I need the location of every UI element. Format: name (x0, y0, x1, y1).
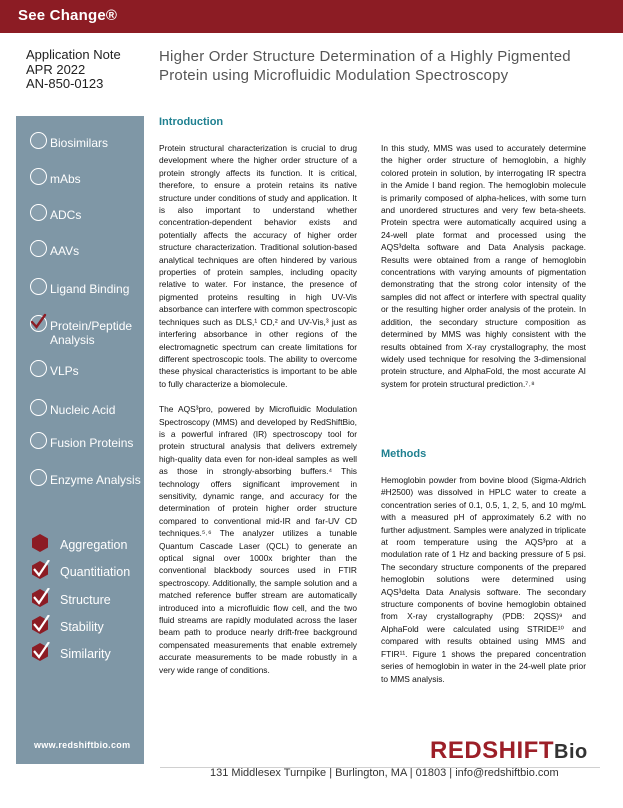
hexagon-check-icon (30, 642, 50, 662)
doc-date: APR 2022 (26, 61, 86, 77)
measure-structure: Structure (30, 593, 148, 607)
methods-column (381, 474, 586, 685)
intro-paragraph-3: In this study, MMS was used to accurately determine the higher order structure of hemoglobin, a highly colored protein in solution, by interrogating IR spectra in the Amide I band region. The hemoglobin molecule is primarily composed of alpha-helices, with some turn and unordered structures and very few beta-sheets. Protein spectra were automatically acquired using a 24-well plate format and processed using the AQS³delta software and Data Analysis package. Results were obtained from a range of hemoglobin concentrations with varying amounts of pigmentation demonstrating that the strong color intensity of the samples did not affect or interfere with spectral quality or the resulting higher order analysis of the protein. In addition, the secondary structure composition as determined by MMS was highly consistent with the results obtained from X-ray crystallography, the most widely used technique for resolving the 3-dimensional protein structure, and AlphaFold, the most accurate AI system for protein structural prediction.⁷˒⁸ (381, 143, 586, 389)
section-heading-methods: Methods (381, 448, 427, 460)
company-logo: REDSHIFTBio (430, 737, 588, 764)
measure-stability: Stability (30, 620, 148, 634)
measure-aggregation: Aggregation (30, 538, 148, 552)
sidebar-item-vlps: VLPs (30, 364, 148, 378)
section-heading-introduction: Introduction (159, 116, 224, 128)
empty-circle-icon (30, 432, 47, 449)
methods-paragraph-1: Hemoglobin powder from bovine blood (Sigma-Aldrich #H2500) was dissolved in HPLC water to create a concentration series of 0.1, 0.5, 1, 2, 5, and 10 mg/mL with a measured pH of approximately 6.2 with no further adjustment. Samples were analyzed in triplicate at room temperature using the AQS³pro at a modulation rate of 1 Hz and backing pressure of 5 psi. The secondary structure components of the prepared hemoglobin solutions were determined using AQS³delta Data Analysis software. The secondary structure components of bovine hemoglobin obtained from X-ray crystallography (PDB: 2QSS)⁹ and AlphaFold were calculated using STRIDE¹⁰ and compared with results obtained using MMS and FTIR¹¹. Figure 1 shows the prepared concentration series of hemoglobin in water in the 24-well plate prior to MMS analysis. (381, 475, 586, 684)
hexagon-check-icon (30, 560, 50, 580)
website-link[interactable]: www.redshiftbio.com (34, 740, 131, 750)
measure-quantitiation: Quantitiation (30, 565, 148, 579)
sidebar-item-ligand-binding: Ligand Binding (30, 282, 148, 296)
application-note-block (26, 48, 121, 92)
intro-column-left (159, 142, 357, 676)
footer-address: 131 Middlesex Turnpike | Burlington, MA | 01803 | info@redshiftbio.com (210, 767, 559, 779)
sidebar-item-fusion-proteins: Fusion Proteins (30, 436, 148, 450)
doc-number: AN-850-0123 (26, 76, 104, 91)
empty-circle-icon (30, 360, 47, 377)
sidebar-item-protein-peptide: Protein/Peptide Analysis (30, 319, 148, 347)
sidebar-item-nucleic-acid: Nucleic Acid (30, 403, 148, 417)
empty-circle-icon (30, 469, 47, 486)
empty-circle-icon (30, 240, 47, 257)
brand-tagline: See Change® (18, 7, 118, 24)
sidebar-item-aavs: AAVs (30, 244, 148, 258)
sidebar (16, 116, 144, 764)
hexagon-icon (30, 533, 50, 553)
intro-paragraph-1: Protein structural characterization is crucial to drug development where the higher order structure of a protein strongly affects its function. It is critical, therefore, to ensure a protein retains its native structure under conditions of study and application. It is also important to understand whether concentration-dependent behavior exists and potentially affects the accuracy of higher order structure characterization. Traditional solution-based analytical techniques are often hindered by various properties of protein samples, including opacity relative to water. For instance, the presence of pigmented proteins resulting in high UV-Vis absorbance can interfere with common spectroscopic techniques such as DLS,¹ CD,² and UV-Vis,³ just as interfering absorbance in other regions of the electromagnetic spectrum can create limitations for different spectroscopic tools. The ability to overcome these physical characteristics is important to be able to fully characterize a biomolecule. (159, 143, 357, 389)
hexagon-check-icon (30, 588, 50, 608)
measure-similarity: Similarity (30, 647, 148, 661)
empty-circle-icon (30, 399, 47, 416)
empty-circle-icon (30, 132, 47, 149)
empty-circle-icon (30, 168, 47, 185)
intro-column-right (381, 142, 586, 390)
empty-circle-icon (30, 278, 47, 295)
intro-paragraph-2: The AQS³pro, powered by Microfluidic Modulation Spectroscopy (MMS) and developed by RedShiftBio, is a powerful infrared (IR) spectroscopy tool for protein structural analysis that delivers extremely high-quality data even for non-ideal samples as well as those in strongly-absorbing buffers.⁴ This technology offers significant improvement in sensitivity, dynamic range, and accuracy for the determination of protein higher order structure compared to conventional mid-IR and far-UV CD techniques.⁵˒⁶ The analyzer utilizes a tunable Quantum Cascade Laser (QCL) to generate an optical signal over 1000x brighter than the conventional blackbody sources used in FTIR spectroscopy. Additionally, the sample solution and a matched reference buffer stream are automatically introduced into a microfluidic flow cell, and the two fluid streams are rapidly modulated across the laser beam path to produce nearly drift-free background compensated measurements that enable extremely accurate measurements to be made robustly in a very wide range of conditions. (159, 404, 357, 675)
document-title: Higher Order Structure Determination of a Highly Pigmented Protein using Microfluidic Modulation Spectroscopy (159, 48, 571, 84)
checkmark-icon (29, 313, 47, 331)
sidebar-item-enzyme-analysis: Enzyme Analysis (30, 473, 148, 487)
hexagon-check-icon (30, 615, 50, 635)
sidebar-item-biosimilars: Biosimilars (30, 136, 148, 150)
empty-circle-icon (30, 204, 47, 221)
sidebar-item-mabs: mAbs (30, 172, 148, 186)
doc-type: Application Note (26, 47, 121, 62)
top-banner (0, 0, 623, 33)
sidebar-item-adcs: ADCs (30, 208, 148, 222)
